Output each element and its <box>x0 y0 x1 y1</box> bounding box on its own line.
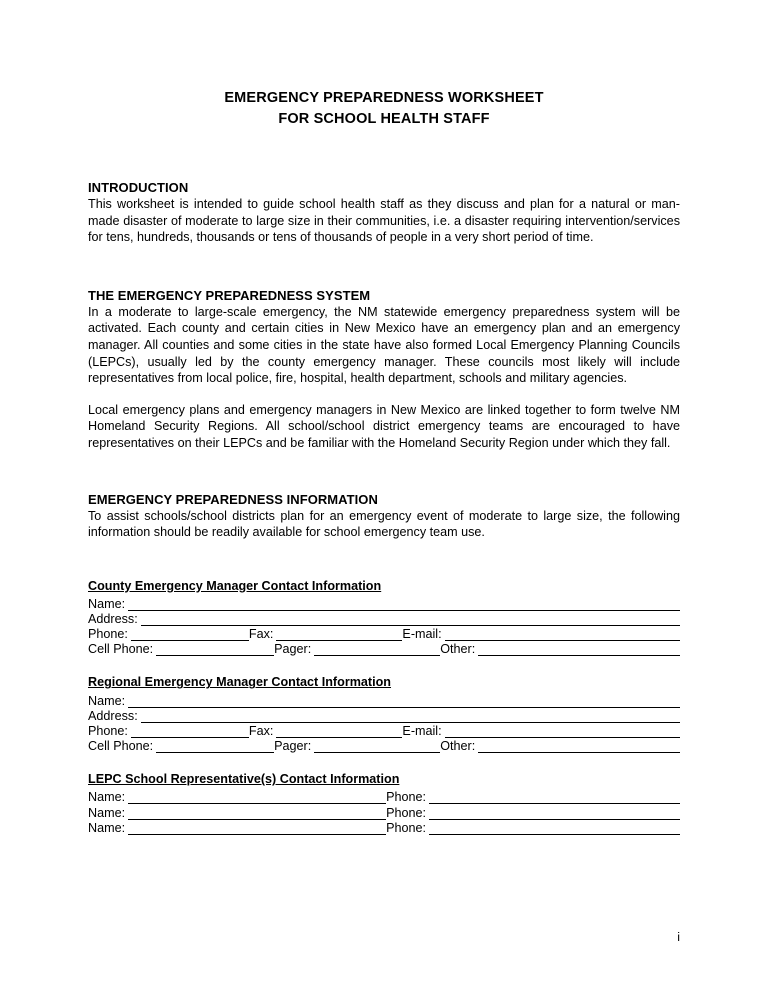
field-row-lepc-1 <box>88 789 680 804</box>
section-emergency-preparedness-information <box>88 492 680 541</box>
input-county-phone[interactable] <box>131 628 249 641</box>
form-title-county: County Emergency Manager Contact Information <box>88 578 382 593</box>
label-regional-name: Name: <box>88 693 126 708</box>
input-county-address[interactable] <box>141 613 680 626</box>
section-paragraph-introduction-1: This worksheet is intended to guide school health staff as they discuss and plan for a natural or man-made disaster of moderate to large size in their communities, i.e. a disaster requiring intervention/services for tens, hundreds, thousands or tens of thousands of people in a very short period of time. <box>88 197 680 245</box>
input-county-other[interactable] <box>478 643 680 656</box>
label-lepc-phone-3: Phone: <box>386 820 427 835</box>
title-line-2: FOR SCHOOL HEALTH STAFF <box>278 111 490 127</box>
field-row-regional-phone-fax-email <box>88 723 680 738</box>
input-regional-other[interactable] <box>478 740 680 753</box>
label-regional-cell-phone: Cell Phone: <box>88 739 154 754</box>
input-regional-cell-phone[interactable] <box>156 740 274 753</box>
input-county-name[interactable] <box>128 598 680 611</box>
input-lepc-phone-2[interactable] <box>429 807 680 820</box>
label-county-cell-phone: Cell Phone: <box>88 642 154 657</box>
input-lepc-name-2[interactable] <box>128 807 386 820</box>
input-regional-fax[interactable] <box>276 725 402 738</box>
section-paragraph-information-1: To assist schools/school districts plan for an emergency event of moderate to large size, the following information should be readily available for school emergency team use. <box>88 508 680 540</box>
label-regional-email: E-mail: <box>402 724 442 739</box>
input-county-pager[interactable] <box>314 643 440 656</box>
field-row-lepc-3 <box>88 820 680 835</box>
section-heading-introduction: INTRODUCTION <box>88 180 189 195</box>
section-heading-emergency-preparedness-system: THE EMERGENCY PREPAREDNESS SYSTEM <box>88 287 371 303</box>
input-county-fax[interactable] <box>276 628 402 641</box>
input-lepc-name-3[interactable] <box>128 822 386 835</box>
label-regional-fax: Fax: <box>248 724 274 739</box>
field-row-county-name <box>88 596 680 611</box>
page-number-footer: i <box>677 930 680 944</box>
section-heading-emergency-preparedness-information: EMERGENCY PREPAREDNESS INFORMATION <box>88 491 378 507</box>
label-lepc-name-2: Name: <box>88 805 126 820</box>
input-regional-phone[interactable] <box>131 725 249 738</box>
input-regional-address[interactable] <box>141 710 680 723</box>
label-county-pager: Pager: <box>274 642 312 657</box>
section-paragraph-system-2: Local emergency plans and emergency managers in New Mexico are linked together to form twelve NM Homeland Security Regions. All school/school district emergency teams are encouraged to have representatives on their LEPCs and be familiar with the Homeland Security Region under which they fall. <box>88 402 680 450</box>
input-regional-email[interactable] <box>445 725 680 738</box>
field-row-county-cell-pager-other <box>88 641 680 656</box>
form-title-regional: Regional Emergency Manager Contact Information <box>88 675 392 690</box>
section-emergency-preparedness-system <box>88 288 680 452</box>
label-lepc-name-1: Name: <box>88 790 126 805</box>
label-county-other: Other: <box>440 642 476 657</box>
page-title <box>88 88 680 130</box>
label-county-address: Address: <box>88 612 138 627</box>
label-county-name: Name: <box>88 596 126 611</box>
label-county-phone: Phone: <box>88 627 128 642</box>
label-county-email: E-mail: <box>402 627 442 642</box>
field-row-regional-name <box>88 692 680 707</box>
label-regional-address: Address: <box>88 708 138 723</box>
label-county-fax: Fax: <box>248 627 274 642</box>
title-line-1: EMERGENCY PREPAREDNESS WORKSHEET <box>224 90 544 106</box>
input-lepc-name-1[interactable] <box>128 791 386 804</box>
form-county-emergency-manager <box>88 577 680 657</box>
field-row-regional-address <box>88 708 680 723</box>
input-county-email[interactable] <box>445 628 680 641</box>
document-page <box>88 0 680 994</box>
form-regional-emergency-manager <box>88 673 680 753</box>
label-regional-pager: Pager: <box>274 739 312 754</box>
field-row-regional-cell-pager-other <box>88 738 680 753</box>
input-lepc-phone-3[interactable] <box>429 822 680 835</box>
label-lepc-name-3: Name: <box>88 820 126 835</box>
label-lepc-phone-2: Phone: <box>386 805 427 820</box>
label-lepc-phone-1: Phone: <box>386 790 427 805</box>
form-lepc-school-representatives <box>88 770 680 835</box>
field-row-county-phone-fax-email <box>88 626 680 641</box>
field-row-lepc-2 <box>88 804 680 819</box>
input-regional-name[interactable] <box>128 695 680 708</box>
input-lepc-phone-1[interactable] <box>429 791 680 804</box>
label-regional-phone: Phone: <box>88 724 128 739</box>
field-row-county-address <box>88 611 680 626</box>
input-county-cell-phone[interactable] <box>156 643 274 656</box>
section-paragraph-system-1: In a moderate to large-scale emergency, the NM statewide emergency preparedness system will be activated. Each county and certain cities in New Mexico have an emergency plan and an emergency manager. All counties and some cities in the state have also formed Local Emergency Planning Councils (LEPCs), usually led by the county emergency manager. These councils most likely will include representatives from local police, fire, hospital, health department, schools and military agencies. <box>88 304 680 386</box>
input-regional-pager[interactable] <box>314 740 440 753</box>
form-title-lepc: LEPC School Representative(s) Contact Information <box>88 772 400 787</box>
section-introduction <box>88 180 680 246</box>
label-regional-other: Other: <box>440 739 476 754</box>
